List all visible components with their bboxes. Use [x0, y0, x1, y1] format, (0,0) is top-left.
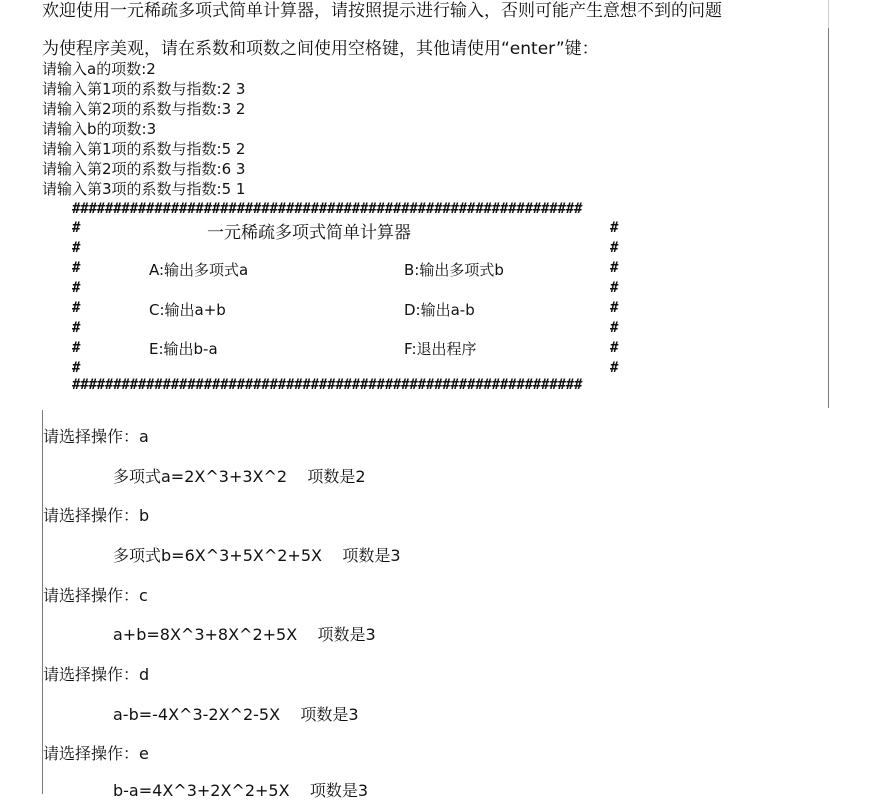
menu-border-left-4: #: [72, 280, 81, 296]
format-hint: 为使程序美观，请在系数和项数之间使用空格键，其他请使用“enter”键：: [42, 39, 599, 59]
menu-border-bottom: ##############################################################: [72, 377, 583, 393]
menu-border-left-1: #: [72, 220, 81, 236]
input-line-a-term-1: 请输入第1项的系数与指数:2 3: [42, 80, 246, 98]
menu-border-right-8: #: [610, 360, 619, 376]
menu-item-f: F:退出程序: [404, 340, 477, 358]
menu-item-c: C:输出a+b: [149, 301, 226, 319]
operation-prompt-d: 请选择操作：d: [43, 665, 150, 684]
input-line-b-term-1: 请输入第1项的系数与指数:5 2: [42, 140, 246, 158]
window-edge-right-top: [828, 0, 829, 28]
input-line-b-term-3: 请输入第3项的系数与指数:5 1: [42, 180, 246, 198]
welcome-message: 欢迎使用一元稀疏多项式简单计算器，请按照提示进行输入，否则可能产生意想不到的问题: [42, 1, 722, 21]
menu-title: 一元稀疏多项式简单计算器: [207, 223, 411, 243]
menu-border-left-8: #: [72, 360, 81, 376]
operation-result-e: b-a=4X^3+2X^2+5X 项数是3: [113, 781, 369, 800]
menu-border-left-6: #: [72, 320, 81, 336]
menu-item-a: A:输出多项式a: [149, 261, 249, 279]
menu-border-left-7: #: [72, 340, 81, 356]
menu-item-d: D:输出a-b: [404, 301, 475, 319]
operation-prompt-c: 请选择操作：c: [43, 586, 148, 605]
menu-border-left-2: #: [72, 240, 81, 256]
menu-border-right-4: #: [610, 280, 619, 296]
menu-border-right-3: #: [610, 260, 619, 276]
operation-result-b: 多项式b=6X^3+5X^2+5X 项数是3: [113, 546, 401, 565]
menu-item-e: E:输出b-a: [149, 340, 218, 358]
menu-item-b: B:输出多项式b: [404, 261, 504, 279]
menu-border-left-3: #: [72, 260, 81, 276]
window-edge-right: [828, 28, 829, 408]
operation-result-a: 多项式a=2X^3+3X^2 项数是2: [113, 467, 366, 486]
input-line-a-term-2: 请输入第2项的系数与指数:3 2: [42, 100, 246, 118]
menu-border-left-5: #: [72, 300, 81, 316]
operation-prompt-a: 请选择操作：a: [43, 427, 149, 446]
operation-result-c: a+b=8X^3+8X^2+5X 项数是3: [113, 625, 376, 644]
menu-border-right-5: #: [610, 300, 619, 316]
menu-border-right-1: #: [610, 220, 619, 236]
menu-border-right-7: #: [610, 340, 619, 356]
operation-prompt-b: 请选择操作：b: [43, 506, 150, 525]
operation-prompt-e: 请选择操作：e: [43, 744, 149, 763]
calculator-menu: [72, 201, 622, 393]
operation-result-d: a-b=-4X^3-2X^2-5X 项数是3: [113, 705, 359, 724]
input-line-b-count: 请输入b的项数:3: [42, 120, 157, 138]
input-line-a-count: 请输入a的项数:2: [42, 60, 156, 78]
menu-border-right-2: #: [610, 240, 619, 256]
menu-border-right-6: #: [610, 320, 619, 336]
menu-border-top: ##############################################################: [72, 201, 583, 217]
input-line-b-term-2: 请输入第2项的系数与指数:6 3: [42, 160, 246, 178]
